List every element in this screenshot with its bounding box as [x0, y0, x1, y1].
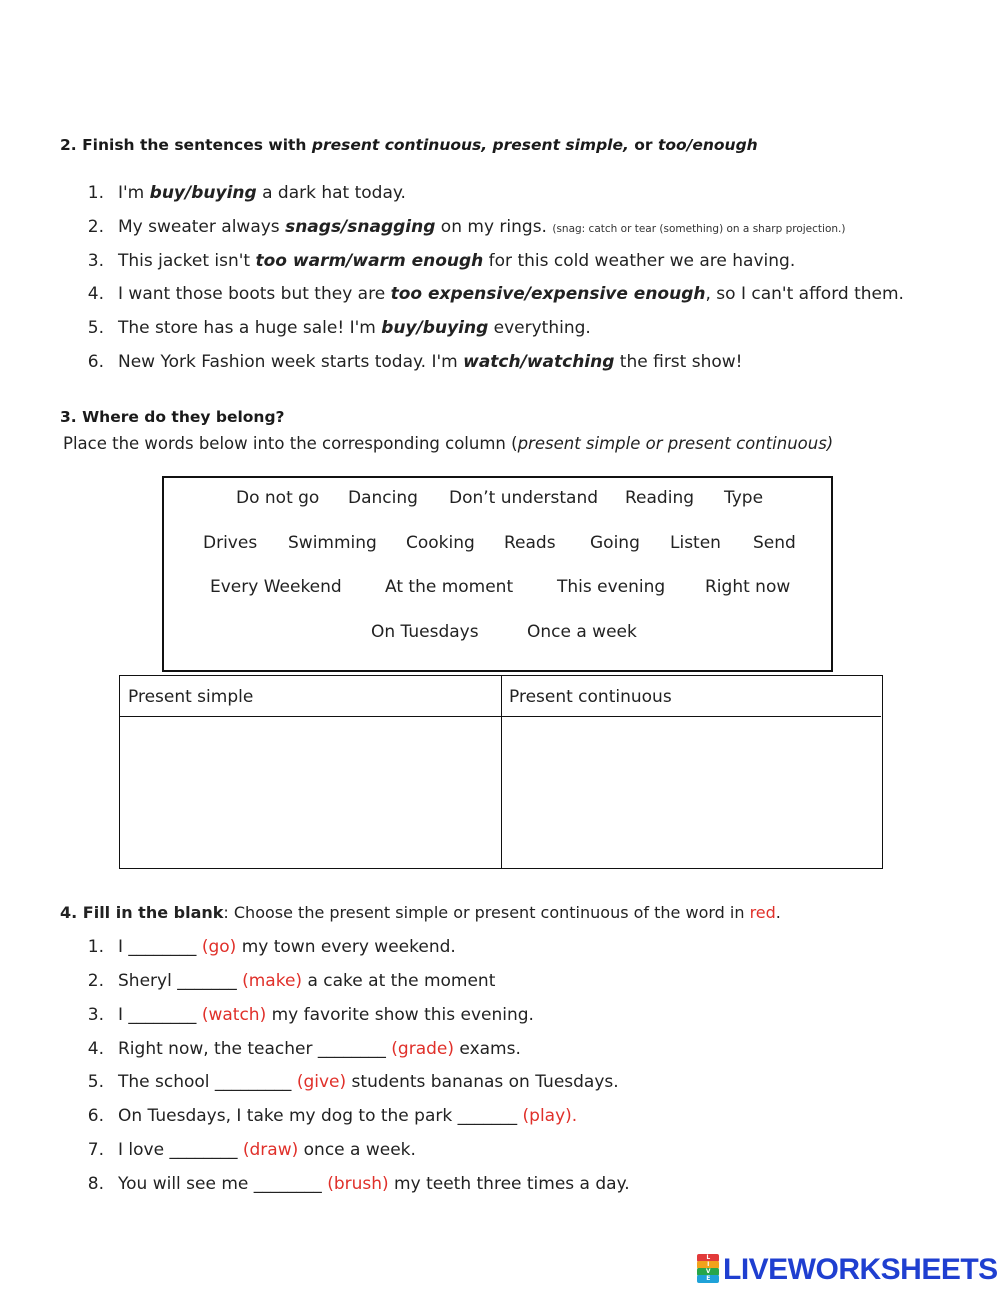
- item-number: 3.: [87, 1005, 104, 1025]
- present-continuous-drop-zone[interactable]: [502, 717, 882, 867]
- word-bank-item[interactable]: At the moment: [385, 577, 514, 597]
- item-choice: snags/snagging: [285, 217, 436, 237]
- item-blank[interactable]: The school _________: [118, 1072, 297, 1092]
- logo-icon-letter: V: [697, 1268, 719, 1276]
- word-bank-item[interactable]: Do not go: [236, 488, 320, 508]
- word-bank-item[interactable]: Dancing: [348, 488, 418, 508]
- item-blank[interactable]: Sheryl _______: [118, 971, 243, 991]
- item-verb: (go): [201, 937, 237, 957]
- item-verb: (draw): [242, 1140, 299, 1160]
- item-verb: (watch): [201, 1005, 267, 1025]
- item-number: 1.: [87, 937, 104, 957]
- item-blank[interactable]: I ________: [118, 937, 202, 957]
- section-3-heading: 3. Where do they belong?: [60, 408, 285, 426]
- item-text: a dark hat today.: [256, 183, 406, 203]
- word-bank-item[interactable]: Swimming: [288, 533, 377, 553]
- word-bank-item[interactable]: Type: [724, 488, 764, 508]
- item-number: 2.: [87, 971, 104, 991]
- heading-italic: present continuous, present simple,: [311, 136, 629, 154]
- item-number: 1.: [87, 183, 104, 203]
- word-bank-item[interactable]: Every Weekend: [210, 577, 342, 597]
- column-header-present-simple: Present simple: [120, 676, 501, 717]
- heading-bold: 4. Fill in the blank: [60, 903, 224, 922]
- section-2-heading: [60, 136, 758, 154]
- item-choice: watch/watching: [463, 352, 615, 372]
- item-number: 6.: [87, 352, 104, 372]
- logo-icon-letter: I: [697, 1261, 719, 1269]
- liveworksheets-logo-icon: [697, 1254, 721, 1284]
- item-blank[interactable]: On Tuesdays, I take my dog to the park _______: [118, 1106, 523, 1126]
- word-bank-item[interactable]: Don’t understand: [449, 488, 599, 508]
- word-bank-item[interactable]: Drives: [203, 533, 258, 553]
- word-bank-item[interactable]: Going: [590, 533, 640, 553]
- item-text: students bananas on Tuesdays.: [346, 1072, 619, 1092]
- item-text: my favorite show this evening.: [266, 1005, 534, 1025]
- word-bank-item[interactable]: Right now: [705, 577, 791, 597]
- item-number: 5.: [87, 1072, 104, 1092]
- section-4-heading: [60, 903, 781, 922]
- item-text: on my rings.: [435, 217, 553, 237]
- item-verb: (play): [522, 1106, 572, 1126]
- item-number: 2.: [87, 217, 104, 237]
- item-number: 6.: [87, 1106, 104, 1126]
- item-text: my teeth three times a day.: [388, 1174, 630, 1194]
- item-number: 5.: [87, 318, 104, 338]
- item-choice: too warm/warm enough: [255, 251, 484, 271]
- heading-text: : Choose the present simple or present continuous of the word in: [223, 903, 750, 922]
- logo-icon-letter: E: [697, 1275, 719, 1283]
- item-number: 7.: [87, 1140, 104, 1160]
- item-text: I'm: [118, 183, 150, 203]
- item-text: , so I can't afford them.: [705, 284, 904, 304]
- item-blank[interactable]: Right now, the teacher ________: [118, 1039, 392, 1059]
- instruction-text: Place the words below into the corresponding column (: [63, 434, 518, 453]
- word-bank-box: [162, 476, 833, 672]
- heading-red-word: red: [749, 903, 776, 922]
- heading-text: 2. Finish the sentences with: [60, 136, 312, 154]
- item-text: my town every weekend.: [236, 937, 456, 957]
- item-number: 4.: [87, 284, 104, 304]
- item-verb: (grade): [391, 1039, 454, 1059]
- item-number: 3.: [87, 251, 104, 271]
- section-3-instruction: [63, 434, 833, 453]
- logo-icon-letter: L: [697, 1254, 719, 1262]
- item-verb: (give): [296, 1072, 347, 1092]
- heading-italic: too/enough: [657, 136, 758, 154]
- item-text: once a week.: [298, 1140, 416, 1160]
- instruction-italic: present simple or present continuous): [517, 434, 834, 453]
- word-bank-item[interactable]: Reading: [625, 488, 695, 508]
- item-text: I want those boots but they are: [118, 284, 391, 304]
- item-text: The store has a huge sale! I'm: [118, 318, 382, 338]
- sorting-table: [119, 675, 883, 869]
- item-text: the first show!: [614, 352, 743, 372]
- item-text: New York Fashion week starts today. I'm: [118, 352, 464, 372]
- item-choice: too expensive/expensive enough: [390, 284, 706, 304]
- word-bank-item[interactable]: Once a week: [527, 622, 637, 642]
- word-bank-item[interactable]: Cooking: [406, 533, 475, 553]
- definition-note: (snag: catch or tear (something) on a sharp projection.): [552, 223, 846, 235]
- item-blank[interactable]: I love ________: [118, 1140, 243, 1160]
- heading-text: or: [628, 136, 658, 154]
- item-verb: (brush): [327, 1174, 389, 1194]
- item-number: 4.: [87, 1039, 104, 1059]
- item-text: exams.: [454, 1039, 521, 1059]
- word-bank-item[interactable]: This evening: [557, 577, 666, 597]
- item-blank[interactable]: You will see me ________: [118, 1174, 328, 1194]
- item-text: a cake at the moment: [302, 971, 496, 991]
- item-number: 8.: [87, 1174, 104, 1194]
- liveworksheets-logo[interactable]: [697, 1253, 998, 1287]
- heading-text: .: [775, 903, 781, 922]
- item-text: everything.: [488, 318, 591, 338]
- word-bank-item[interactable]: Listen: [670, 533, 721, 553]
- word-bank-item[interactable]: Send: [753, 533, 796, 553]
- item-text: This jacket isn't: [118, 251, 256, 271]
- present-simple-drop-zone[interactable]: [120, 717, 501, 867]
- column-header-present-continuous: Present continuous: [501, 676, 881, 717]
- item-verb: (make): [242, 971, 303, 991]
- word-bank-item[interactable]: On Tuesdays: [371, 622, 479, 642]
- word-bank-item[interactable]: Reads: [504, 533, 556, 553]
- item-blank[interactable]: I ________: [118, 1005, 202, 1025]
- item-choice: buy/buying: [381, 318, 489, 338]
- item-choice: buy/buying: [149, 183, 257, 203]
- item-text: My sweater always: [118, 217, 286, 237]
- logo-text: LIVEWORKSHEETS: [723, 1253, 998, 1286]
- item-text: .: [571, 1106, 578, 1126]
- item-text: for this cold weather we are having.: [483, 251, 796, 271]
